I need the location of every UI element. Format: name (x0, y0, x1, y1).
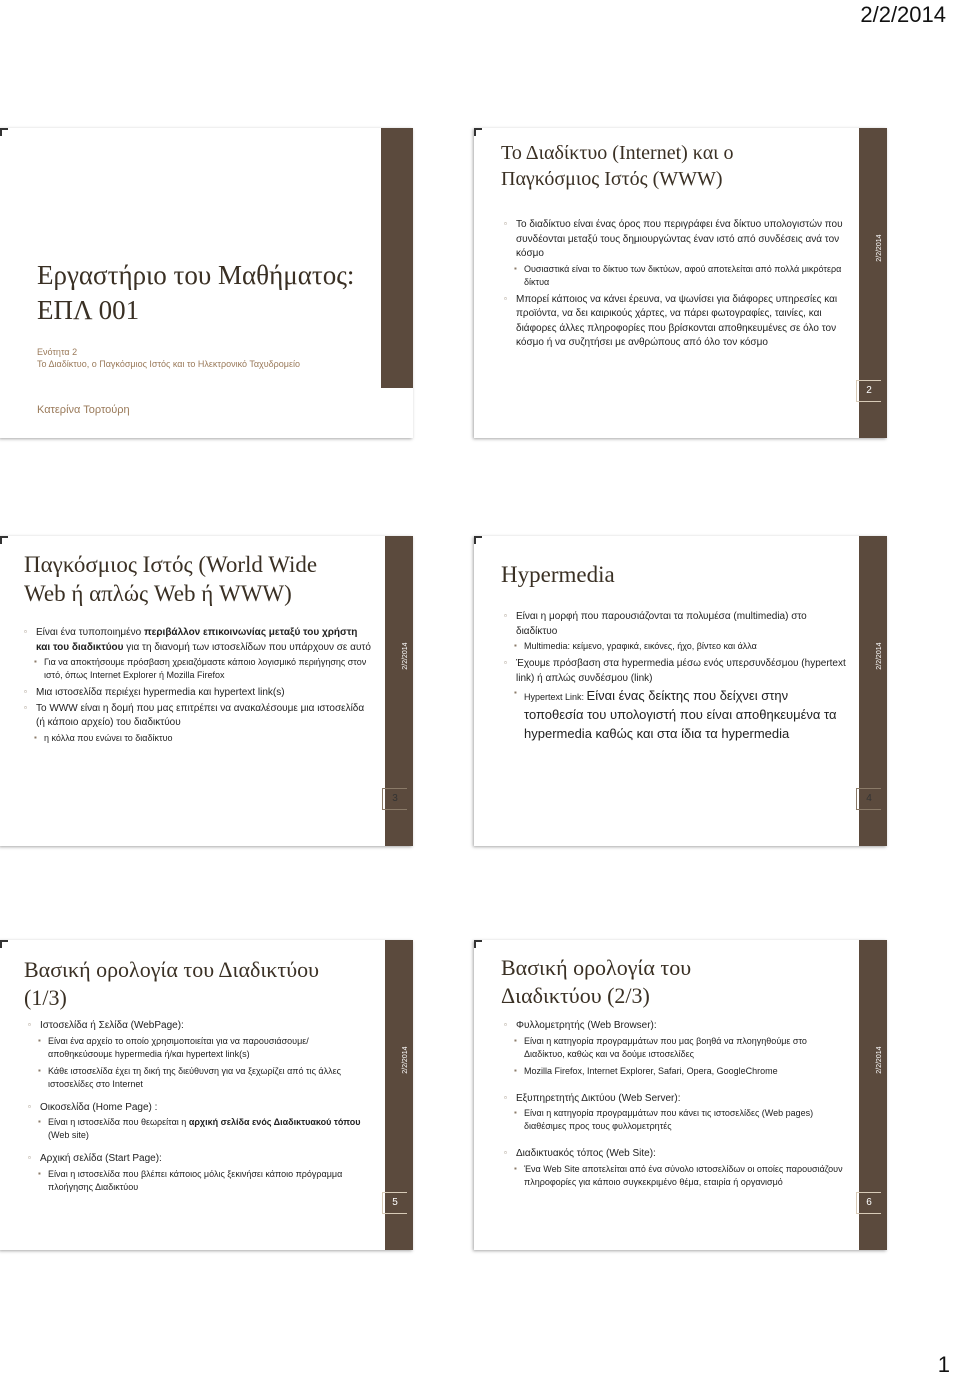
slide-1-unit-subtitle: Το Διαδίκτυο, ο Παγκόσμιος Ιστός και το Ηλεκτρονικό Ταχυδρομείο (37, 359, 301, 369)
page-date: 2/2/2014 (860, 2, 946, 27)
bullet: ▫ Μπορεί κάποιος να κάνει έρευνα, να ψωνίσει για διάφορες υπηρεσίες και προϊόντα, να δει καιρικούς χάρτες, να πάρει φωτογραφίες, ταινίες, και διάφορες άλλες πληροφορίες που βρίσκονται αποθηκευμένες σε όλο τον κόσμο ή να συζητήσει με ανθρώπους από όλο τον κόσμο (504, 293, 847, 351)
slide-1-band (381, 128, 413, 388)
bullet: ▫ Φυλλομετρητής (Web Browser): (504, 1019, 847, 1034)
slide-corner-mark (0, 128, 8, 136)
sub-bullet: ▪ Για να αποκτήσουμε πρόσβαση χρειαζόμαστε κάποιο λογισμικό περιήγησης στον ιστό, όπως Internet Explorer ή Mozilla Firefox (24, 656, 373, 682)
slide-5-body (28, 1019, 373, 1198)
slide-date: 2/2/2014 (875, 234, 883, 262)
slide-3-title: Παγκόσμιος Ιστός (World Wide Web ή απλώς Web ή WWW) (24, 552, 318, 607)
slide-number: 4 (856, 788, 881, 810)
slide-3-body (24, 626, 373, 749)
sub-bullet: ▪ Είναι η ιστοσελίδα που θεωρείται η αρχική σελίδα ενός Διαδικτυακού τόπου (Web site) (28, 1116, 373, 1142)
bullet: ▫ Έχουμε πρόσβαση στα hypermedia μέσω ενός υπερσυνδέσμου (hypertext link) ή απλώς συνδέσμου (link) (504, 657, 847, 686)
slide-5 (0, 940, 413, 1250)
slide-2 (474, 128, 887, 438)
slide-2-title: Το Διαδίκτυο (Internet) και ο Παγκόσμιος Ιστός (WWW) (501, 142, 734, 190)
slide-number: 5 (382, 1192, 407, 1214)
sub-bullet: ▪ Είναι η ιστοσελίδα που βλέπει κάποιος μόλις ξεκινήσει κάποιο πρόγραμμα πλοήγησης Διαδικτύου (28, 1168, 373, 1194)
slide-4 (474, 536, 887, 846)
sub-bullet: ▪ Κάθε ιστοσελίδα έχει τη δική της διεύθυνση για να ξεχωρίζει από τις άλλες ιστοσελίδες στο Internet (28, 1065, 373, 1091)
sub-bullet: ▪ Ένα Web Site αποτελείται από ένα σύνολο ιστοσελίδων οι οποίες παρουσιάζουν πληροφορίες για κάποιο συγκεκριμένο θέμα, εταιρία ή οργανισμό (504, 1163, 847, 1189)
sub-bullet: ▪ Είναι ένα αρχείο το οποίο χρησιμοποιείται για να παρουσιάσουμε/αποθηκεύσουμε hypermedia ή/και hypertext link(s) (28, 1035, 373, 1061)
slide-corner-mark (474, 536, 482, 544)
slide-6-body (504, 1019, 847, 1193)
slide-date: 2/2/2014 (401, 642, 409, 670)
bullet: ▫ Διαδικτυακός τόπος (Web Site): (504, 1147, 847, 1162)
slide-number: 2 (856, 380, 881, 402)
slide-1 (0, 128, 413, 438)
slide-1-title: Εργαστήριο του Μαθήματος: ΕΠΛ 001 (37, 260, 355, 325)
slide-number: 3 (382, 788, 407, 810)
slide-2-body (504, 218, 847, 352)
page-number: 1 (937, 1352, 950, 1377)
slide-4-body (504, 610, 847, 748)
slide-corner-mark (0, 940, 8, 948)
sub-bullet: ▪ Είναι η κατηγορία προγραμμάτων που κάνει τις ιστοσελίδες (Web pages) διαθέσιμες προς τους φυλλομετρητές (504, 1107, 847, 1133)
bullet: ▫ Οικοσελίδα (Home Page) : (28, 1101, 373, 1116)
sub-bullet: ▪ Multimedia: κείμενο, γραφικά, εικόνες, ήχο, βίντεο και άλλα (504, 640, 847, 653)
slide-corner-mark (0, 536, 8, 544)
sub-bullet: ▪ Hypertext Link: Είναι ένας δείκτης που δείχνει στην τοποθεσία του υπολογιστή που είναι αποθηκευμένα τα hypermedia καθώς και στα ίδια τα hypermedia (504, 687, 847, 744)
slide-5-title: Βασική ορολογία του Διαδικτύου (1/3) (24, 957, 319, 1011)
bullet: ▫ Είναι ένα τυποποιημένο περιβάλλον επικοινωνίας μεταξύ του χρήστη και του διαδικτύου για τη διανομή των ιστοσελίδων που υπάρχουν σε αυτό (24, 626, 373, 655)
slide-6 (474, 940, 887, 1250)
bullet: ▫ Είναι η μορφή που παρουσιάζονται τα πολυμέσα (multimedia) στο διαδίκτυο (504, 610, 847, 639)
slide-corner-mark (474, 940, 482, 948)
bullet: ▫ Αρχική σελίδα (Start Page): (28, 1152, 373, 1167)
slide-date: 2/2/2014 (875, 642, 883, 670)
bullet: ▫ Το WWW είναι η δομή που μας επιτρέπει να ανακαλέσουμε μια ιστοσελίδα (ή κάποιο αρχείο) του διαδικτύου (24, 702, 373, 731)
slide-date: 2/2/2014 (875, 1046, 883, 1074)
sub-bullet: ▪ η κόλλα που ενώνει το διαδίκτυο (24, 732, 373, 745)
bullet: ▫ Ιστοσελίδα ή Σελίδα (WebPage): (28, 1019, 373, 1034)
slide-6-title: Βασική ορολογία του Διαδικτύου (2/3) (501, 955, 692, 1009)
bullet: ▫ Εξυπηρετητής Δικτύου (Web Server): (504, 1092, 847, 1107)
slide-1-unit-label: Ενότητα 2 (37, 347, 78, 357)
sub-bullet: ▪ Είναι η κατηγορία προγραμμάτων που μας βοηθά να πλοηγηθούμε στο Διαδίκτυο, καθώς και να δούμε ιστοσελίδες (504, 1035, 847, 1061)
slide-date: 2/2/2014 (401, 1046, 409, 1074)
slide-number: 6 (856, 1192, 881, 1214)
sub-bullet: ▪ Ουσιαστικά είναι το δίκτυο των δικτύων, αφού αποτελείται από πολλά μικρότερα δίκτυα (504, 263, 847, 289)
sub-bullet: ▪ Mozilla Firefox, Internet Explorer, Safari, Opera, GoogleChrome (504, 1065, 847, 1078)
slide-corner-mark (474, 128, 482, 136)
bullet: ▫ Το διαδίκτυο είναι ένας όρος που περιγράφει ένα δίκτυο υπολογιστών που συνδέονται μεταξύ τους δημιουργώντας έναν ιστό από συνδέσεις ανά τον κόσμο (504, 218, 847, 262)
bullet: ▫ Μια ιστοσελίδα περιέχει hypermedia και hypertext link(s) (24, 686, 373, 701)
slide-3 (0, 536, 413, 846)
slide-1-author: Κατερίνα Τορτούρη (37, 404, 130, 416)
slide-4-title: Hypermedia (501, 562, 615, 587)
